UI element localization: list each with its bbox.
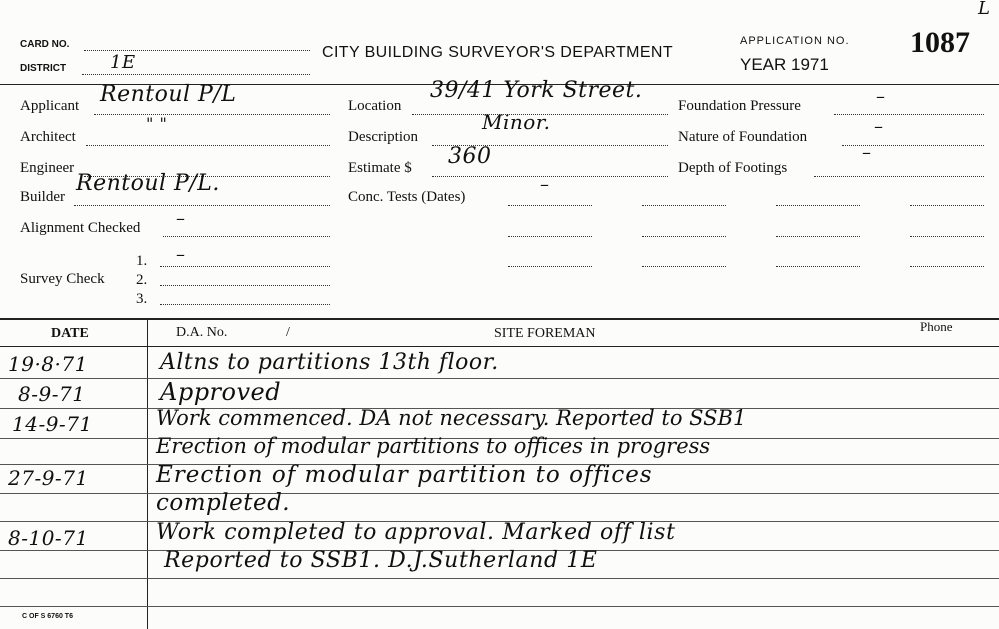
applicant-line (94, 114, 330, 115)
conc-line-1a (508, 205, 592, 206)
conc-line-3c (776, 266, 860, 267)
survey-item-1: 1. (136, 253, 148, 269)
alignment-value: – (176, 208, 186, 229)
architect-label: Architect (20, 129, 76, 145)
log-date-column-divider (147, 318, 148, 629)
conc-line-3a (508, 266, 592, 267)
location-label: Location (348, 98, 402, 114)
estimate-value: 360 (448, 144, 492, 169)
log-date-1: 19·8·71 (8, 352, 88, 376)
ruled-line (0, 606, 999, 607)
conc-line-1c (776, 205, 860, 206)
description-value: Minor. (482, 110, 551, 134)
district-line (82, 74, 310, 75)
alignment-label: Alignment Checked (20, 220, 141, 236)
department-title: CITY BUILDING SURVEYOR'S DEPARTMENT (322, 44, 674, 61)
district-label: DISTRICT (20, 63, 67, 74)
builder-line (74, 205, 330, 206)
nature-foundation-label: Nature of Foundation (678, 129, 808, 145)
survey-line-2 (160, 285, 330, 286)
ruled-line (0, 378, 999, 379)
survey-value-1: – (176, 244, 186, 265)
foundation-pressure-value: – (876, 86, 886, 107)
conc-line-2c (776, 236, 860, 237)
card-no-line (84, 50, 310, 51)
conc-line-1d (910, 205, 984, 206)
applicant-value: Rentoul P/L (100, 82, 237, 107)
builder-value: Rentoul P/L. (76, 171, 220, 196)
foundation-pressure-line (834, 114, 984, 115)
log-text-6: completed. (156, 490, 291, 516)
year-label: YEAR 1971 (740, 55, 829, 74)
survey-line-1 (160, 266, 330, 267)
conc-line-3b (642, 266, 726, 267)
survey-line-3 (160, 304, 330, 305)
log-header-date: DATE (51, 326, 89, 341)
log-date-5: 27-9-71 (8, 466, 89, 490)
builder-label: Builder (20, 189, 65, 205)
log-text-3: Work commenced. DA not necessary. Reported to SSB1 (156, 406, 747, 430)
corner-mark: L (978, 0, 991, 19)
log-header-foreman: SITE FOREMAN (494, 326, 596, 341)
card-no-label: CARD NO. (20, 39, 70, 50)
log-date-2: 8-9-71 (18, 382, 86, 406)
depth-footings-label: Depth of Footings (678, 160, 788, 176)
log-text-2: Approved (160, 378, 282, 406)
conc-line-2d (910, 236, 984, 237)
estimate-label: Estimate $ (348, 160, 412, 176)
location-value: 39/41 York Street. (430, 78, 643, 103)
application-label: APPLICATION NO. (740, 35, 850, 47)
conc-tests-label: Conc. Tests (Dates) (348, 189, 466, 205)
depth-footings-line (814, 176, 984, 177)
depth-footings-value: – (862, 142, 872, 163)
log-text-8: Reported to SSB1. D.J.Sutherland 1E (164, 548, 598, 573)
log-date-3: 14-9-71 (12, 412, 93, 436)
estimate-line (432, 176, 668, 177)
survey-item-2: 2. (136, 272, 148, 288)
district-value: 1E (110, 52, 136, 73)
log-header-da: D.A. No. (176, 325, 228, 340)
conc-tests-value: – (540, 174, 550, 195)
application-number: 1087 (910, 26, 970, 59)
applicant-label: Applicant (20, 98, 80, 114)
engineer-label: Engineer (20, 160, 75, 176)
architect-line (86, 145, 330, 146)
log-header-divider (0, 346, 999, 347)
log-text-1: Altns to partitions 13th floor. (160, 350, 499, 375)
form-code: C OF S 6760 T6 (22, 613, 73, 620)
description-label: Description (348, 129, 418, 145)
log-header-slash: / (286, 325, 290, 340)
ruled-line (0, 578, 999, 579)
conc-line-3d (910, 266, 984, 267)
conc-line-1b (642, 205, 726, 206)
conc-line-2a (508, 236, 592, 237)
log-header-phone: Phone (920, 319, 953, 334)
log-text-5: Erection of modular partition to offices (156, 462, 653, 488)
log-date-7: 8-10-71 (8, 526, 89, 550)
log-top-border (0, 318, 999, 320)
log-text-4: Erection of modular partitions to offices in progress (156, 434, 711, 458)
log-text-7: Work completed to approval. Marked off list (156, 520, 676, 545)
architect-value: " " (146, 114, 168, 133)
alignment-line (163, 236, 330, 237)
survey-item-3: 3. (136, 291, 148, 307)
ruled-line (0, 493, 999, 494)
survey-check-label: Survey Check (20, 271, 105, 287)
nature-foundation-value: – (874, 116, 884, 137)
foundation-pressure-label: Foundation Pressure (678, 98, 801, 114)
conc-line-2b (642, 236, 726, 237)
